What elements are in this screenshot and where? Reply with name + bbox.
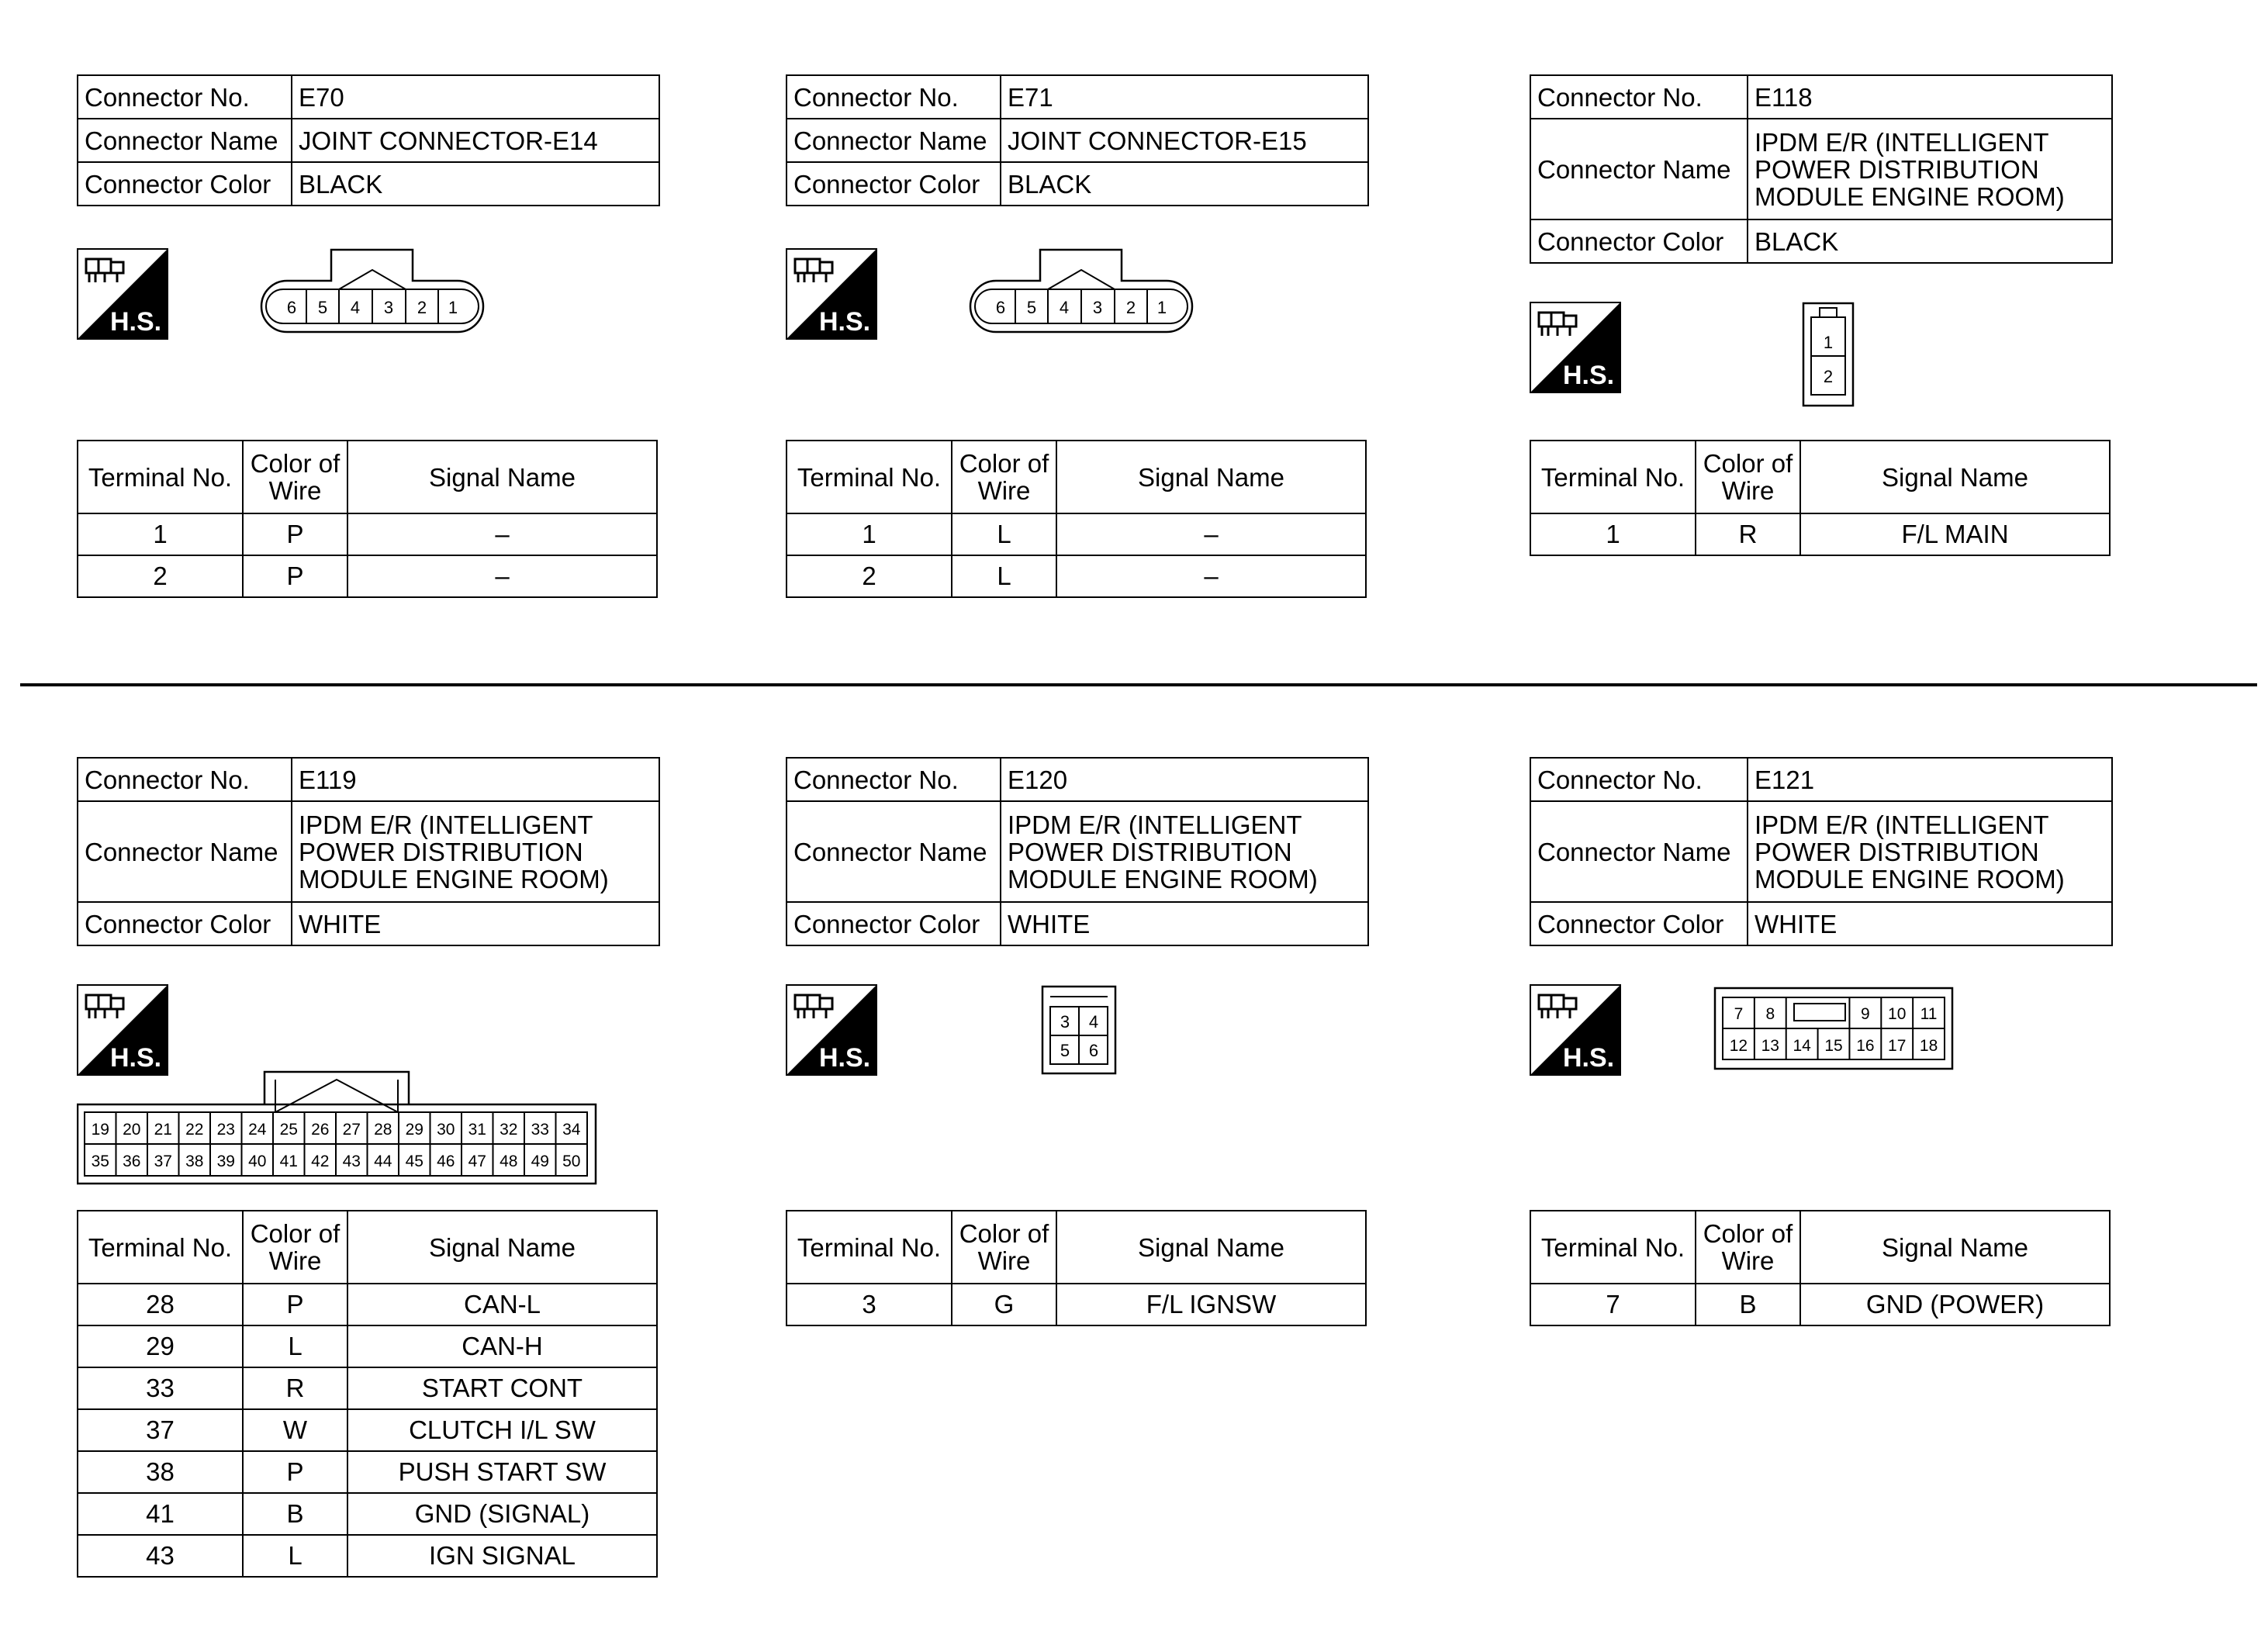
pin-label: 3 (1092, 298, 1103, 317)
connector-name: JOINT CONNECTOR-E15 (1001, 119, 1368, 162)
header-signal-name: Signal Name (1800, 441, 2110, 513)
connector-face-e70 (260, 248, 485, 334)
connector-name: IPDM E/R (INTELLIGENT POWER DISTRIBUTION MODULE ENGINE ROOM) (1001, 801, 1368, 902)
label-connector-name: Connector Name (78, 801, 292, 902)
pin-label: 7 (1734, 1005, 1744, 1023)
pin-label: 49 (531, 1153, 549, 1170)
terminal-table-e118 (1530, 440, 2111, 556)
pin-label: 21 (154, 1121, 172, 1139)
table-row: 38 P PUSH START SW (78, 1451, 657, 1493)
pin-label: 48 (500, 1153, 518, 1170)
header-color-of-wire: Color of Wire (1696, 1211, 1800, 1284)
connector-info-e70 (77, 74, 660, 206)
hs-label: H.S. (109, 1043, 162, 1073)
pin-label: 8 (1765, 1005, 1775, 1023)
label-connector-color: Connector Color (1530, 219, 1748, 263)
pin-label: 22 (185, 1121, 204, 1139)
header-terminal-no: Terminal No. (1530, 1211, 1696, 1284)
terminal-table-e71 (786, 440, 1367, 598)
header-signal-name: Signal Name (347, 1211, 657, 1284)
pin-label: 4 (1088, 1012, 1099, 1032)
connector-color: BLACK (292, 162, 659, 206)
terminal-table-e70 (77, 440, 658, 598)
pin-label: 14 (1793, 1037, 1811, 1055)
table-row: 1 P – (78, 513, 657, 555)
pin-label: 1 (1156, 298, 1167, 317)
pin-label: 34 (562, 1121, 581, 1139)
header-color-of-wire: Color of Wire (952, 1211, 1056, 1284)
header-signal-name: Signal Name (1800, 1211, 2110, 1284)
table-row: 29 L CAN-H (78, 1325, 657, 1367)
pin-label: 40 (248, 1153, 267, 1170)
header-signal-name: Signal Name (347, 441, 657, 513)
label-connector-name: Connector Name (787, 801, 1001, 902)
pin-label: 45 (405, 1153, 424, 1170)
pin-label: 4 (350, 298, 361, 317)
connector-name: JOINT CONNECTOR-E14 (292, 119, 659, 162)
label-connector-no: Connector No. (787, 758, 1001, 801)
harness-side-icon (77, 984, 168, 1076)
label-connector-no: Connector No. (78, 75, 292, 119)
header-color-of-wire: Color of Wire (1696, 441, 1800, 513)
pin-label: 19 (91, 1121, 109, 1139)
table-row: 3 G F/L IGNSW (787, 1284, 1366, 1325)
pin-label: 28 (374, 1121, 392, 1139)
header-terminal-no: Terminal No. (78, 441, 243, 513)
connector-no: E120 (1001, 758, 1368, 801)
connector-face-e71 (969, 248, 1194, 334)
pin-label: 5 (317, 298, 328, 317)
header-terminal-no: Terminal No. (1530, 441, 1696, 513)
pin-label: 23 (216, 1121, 235, 1139)
connector-face-e121 (1713, 987, 1954, 1070)
table-row: 33 R START CONT (78, 1367, 657, 1409)
pin-label: 25 (279, 1121, 298, 1139)
pin-label: 44 (374, 1153, 392, 1170)
pin-label: 1 (448, 298, 458, 317)
pin-label: 18 (1919, 1037, 1938, 1055)
terminal-table-e121 (1530, 1210, 2111, 1326)
connector-color: WHITE (292, 902, 659, 945)
table-row: 41 B GND (SIGNAL) (78, 1493, 657, 1535)
harness-side-icon (1530, 984, 1621, 1076)
table-row: 1 R F/L MAIN (1530, 513, 2110, 555)
pin-label: 38 (185, 1153, 204, 1170)
pin-label: 16 (1856, 1037, 1875, 1055)
connector-no: E121 (1748, 758, 2112, 801)
label-connector-name: Connector Name (78, 119, 292, 162)
connector-name: IPDM E/R (INTELLIGENT POWER DISTRIBUTION MODULE ENGINE ROOM) (1748, 801, 2112, 902)
pin-label: 42 (311, 1153, 330, 1170)
connector-no: E71 (1001, 75, 1368, 119)
pin-label: 2 (1823, 367, 1834, 386)
table-row: 2 L – (787, 555, 1366, 597)
harness-side-icon (77, 248, 168, 340)
pin-label: 3 (383, 298, 394, 317)
pin-label: 33 (531, 1121, 549, 1139)
hs-label: H.S. (109, 307, 162, 337)
pin-label: 24 (248, 1121, 267, 1139)
table-row: 1 L – (787, 513, 1366, 555)
pin-label: 6 (286, 298, 297, 317)
header-terminal-no: Terminal No. (787, 1211, 952, 1284)
pin-label: 39 (216, 1153, 235, 1170)
pin-label: 32 (500, 1121, 518, 1139)
connector-color: WHITE (1748, 902, 2112, 945)
table-row: 7 B GND (POWER) (1530, 1284, 2110, 1325)
pin-label: 50 (562, 1153, 581, 1170)
pin-label: 30 (437, 1121, 455, 1139)
pin-label: 3 (1060, 1012, 1070, 1032)
pin-label: 9 (1861, 1005, 1870, 1023)
terminal-table-e119 (77, 1210, 658, 1578)
pin-label: 12 (1729, 1037, 1748, 1055)
harness-side-icon (786, 248, 877, 340)
hs-label: H.S. (1562, 1043, 1615, 1073)
connector-face-e118 (1802, 302, 1856, 409)
pin-label: 47 (468, 1153, 486, 1170)
terminal-table-e120 (786, 1210, 1367, 1326)
pin-label: 36 (123, 1153, 141, 1170)
pin-label: 5 (1060, 1041, 1070, 1060)
pin-label: 15 (1824, 1037, 1843, 1055)
pin-label: 1 (1823, 333, 1834, 352)
connector-info-e121 (1530, 757, 2113, 946)
label-connector-no: Connector No. (1530, 75, 1748, 119)
label-connector-no: Connector No. (78, 758, 292, 801)
pin-label: 6 (1088, 1041, 1099, 1060)
connector-info-e71 (786, 74, 1369, 206)
hs-label: H.S. (1562, 361, 1615, 390)
label-connector-name: Connector Name (1530, 801, 1748, 902)
connector-name: IPDM E/R (INTELLIGENT POWER DISTRIBUTION MODULE ENGINE ROOM) (1748, 119, 2112, 219)
harness-side-icon (786, 984, 877, 1076)
connector-color: BLACK (1748, 219, 2112, 263)
connector-no: E118 (1748, 75, 2112, 119)
hs-label: H.S. (818, 1043, 871, 1073)
connector-name: IPDM E/R (INTELLIGENT POWER DISTRIBUTION MODULE ENGINE ROOM) (292, 801, 659, 902)
header-color-of-wire: Color of Wire (243, 441, 347, 513)
connector-info-e119 (77, 757, 660, 946)
pin-label: 5 (1026, 298, 1037, 317)
label-connector-no: Connector No. (787, 75, 1001, 119)
table-row: 28 P CAN-L (78, 1284, 657, 1325)
table-row: 2 P – (78, 555, 657, 597)
connector-face-e119 (77, 1070, 598, 1185)
pin-label: 6 (995, 298, 1006, 317)
pin-label: 46 (437, 1153, 455, 1170)
table-row: 43 L IGN SIGNAL (78, 1535, 657, 1577)
label-connector-color: Connector Color (1530, 902, 1748, 945)
connector-face-e120 (1041, 985, 1118, 1077)
pin-label: 27 (342, 1121, 361, 1139)
label-connector-color: Connector Color (78, 902, 292, 945)
pin-label: 4 (1059, 298, 1070, 317)
section-divider (20, 683, 2257, 686)
harness-side-icon (1530, 302, 1621, 393)
connector-color: WHITE (1001, 902, 1368, 945)
pin-label: 10 (1888, 1005, 1907, 1023)
pin-label: 2 (1125, 298, 1136, 317)
hs-label: H.S. (818, 307, 871, 337)
pin-label: 17 (1888, 1037, 1907, 1055)
pin-label: 26 (311, 1121, 330, 1139)
pin-label: 31 (468, 1121, 486, 1139)
header-terminal-no: Terminal No. (78, 1211, 243, 1284)
header-terminal-no: Terminal No. (787, 441, 952, 513)
pin-label: 41 (279, 1153, 298, 1170)
header-color-of-wire: Color of Wire (243, 1211, 347, 1284)
label-connector-color: Connector Color (787, 162, 1001, 206)
label-connector-name: Connector Name (1530, 119, 1748, 219)
pin-label: 11 (1920, 1005, 1938, 1023)
header-color-of-wire: Color of Wire (952, 441, 1056, 513)
header-signal-name: Signal Name (1056, 1211, 1366, 1284)
label-connector-name: Connector Name (787, 119, 1001, 162)
connector-info-e120 (786, 757, 1369, 946)
pin-label: 43 (342, 1153, 361, 1170)
pin-label: 37 (154, 1153, 172, 1170)
pin-label: 29 (405, 1121, 424, 1139)
header-signal-name: Signal Name (1056, 441, 1366, 513)
connector-color: BLACK (1001, 162, 1368, 206)
label-connector-color: Connector Color (78, 162, 292, 206)
connector-no: E119 (292, 758, 659, 801)
pin-label: 13 (1761, 1037, 1779, 1055)
pin-label: 2 (417, 298, 427, 317)
pin-label: 35 (91, 1153, 109, 1170)
label-connector-no: Connector No. (1530, 758, 1748, 801)
label-connector-color: Connector Color (787, 902, 1001, 945)
connector-info-e118 (1530, 74, 2113, 264)
table-row: 37 W CLUTCH I/L SW (78, 1409, 657, 1451)
pin-label: 20 (123, 1121, 141, 1139)
connector-no: E70 (292, 75, 659, 119)
